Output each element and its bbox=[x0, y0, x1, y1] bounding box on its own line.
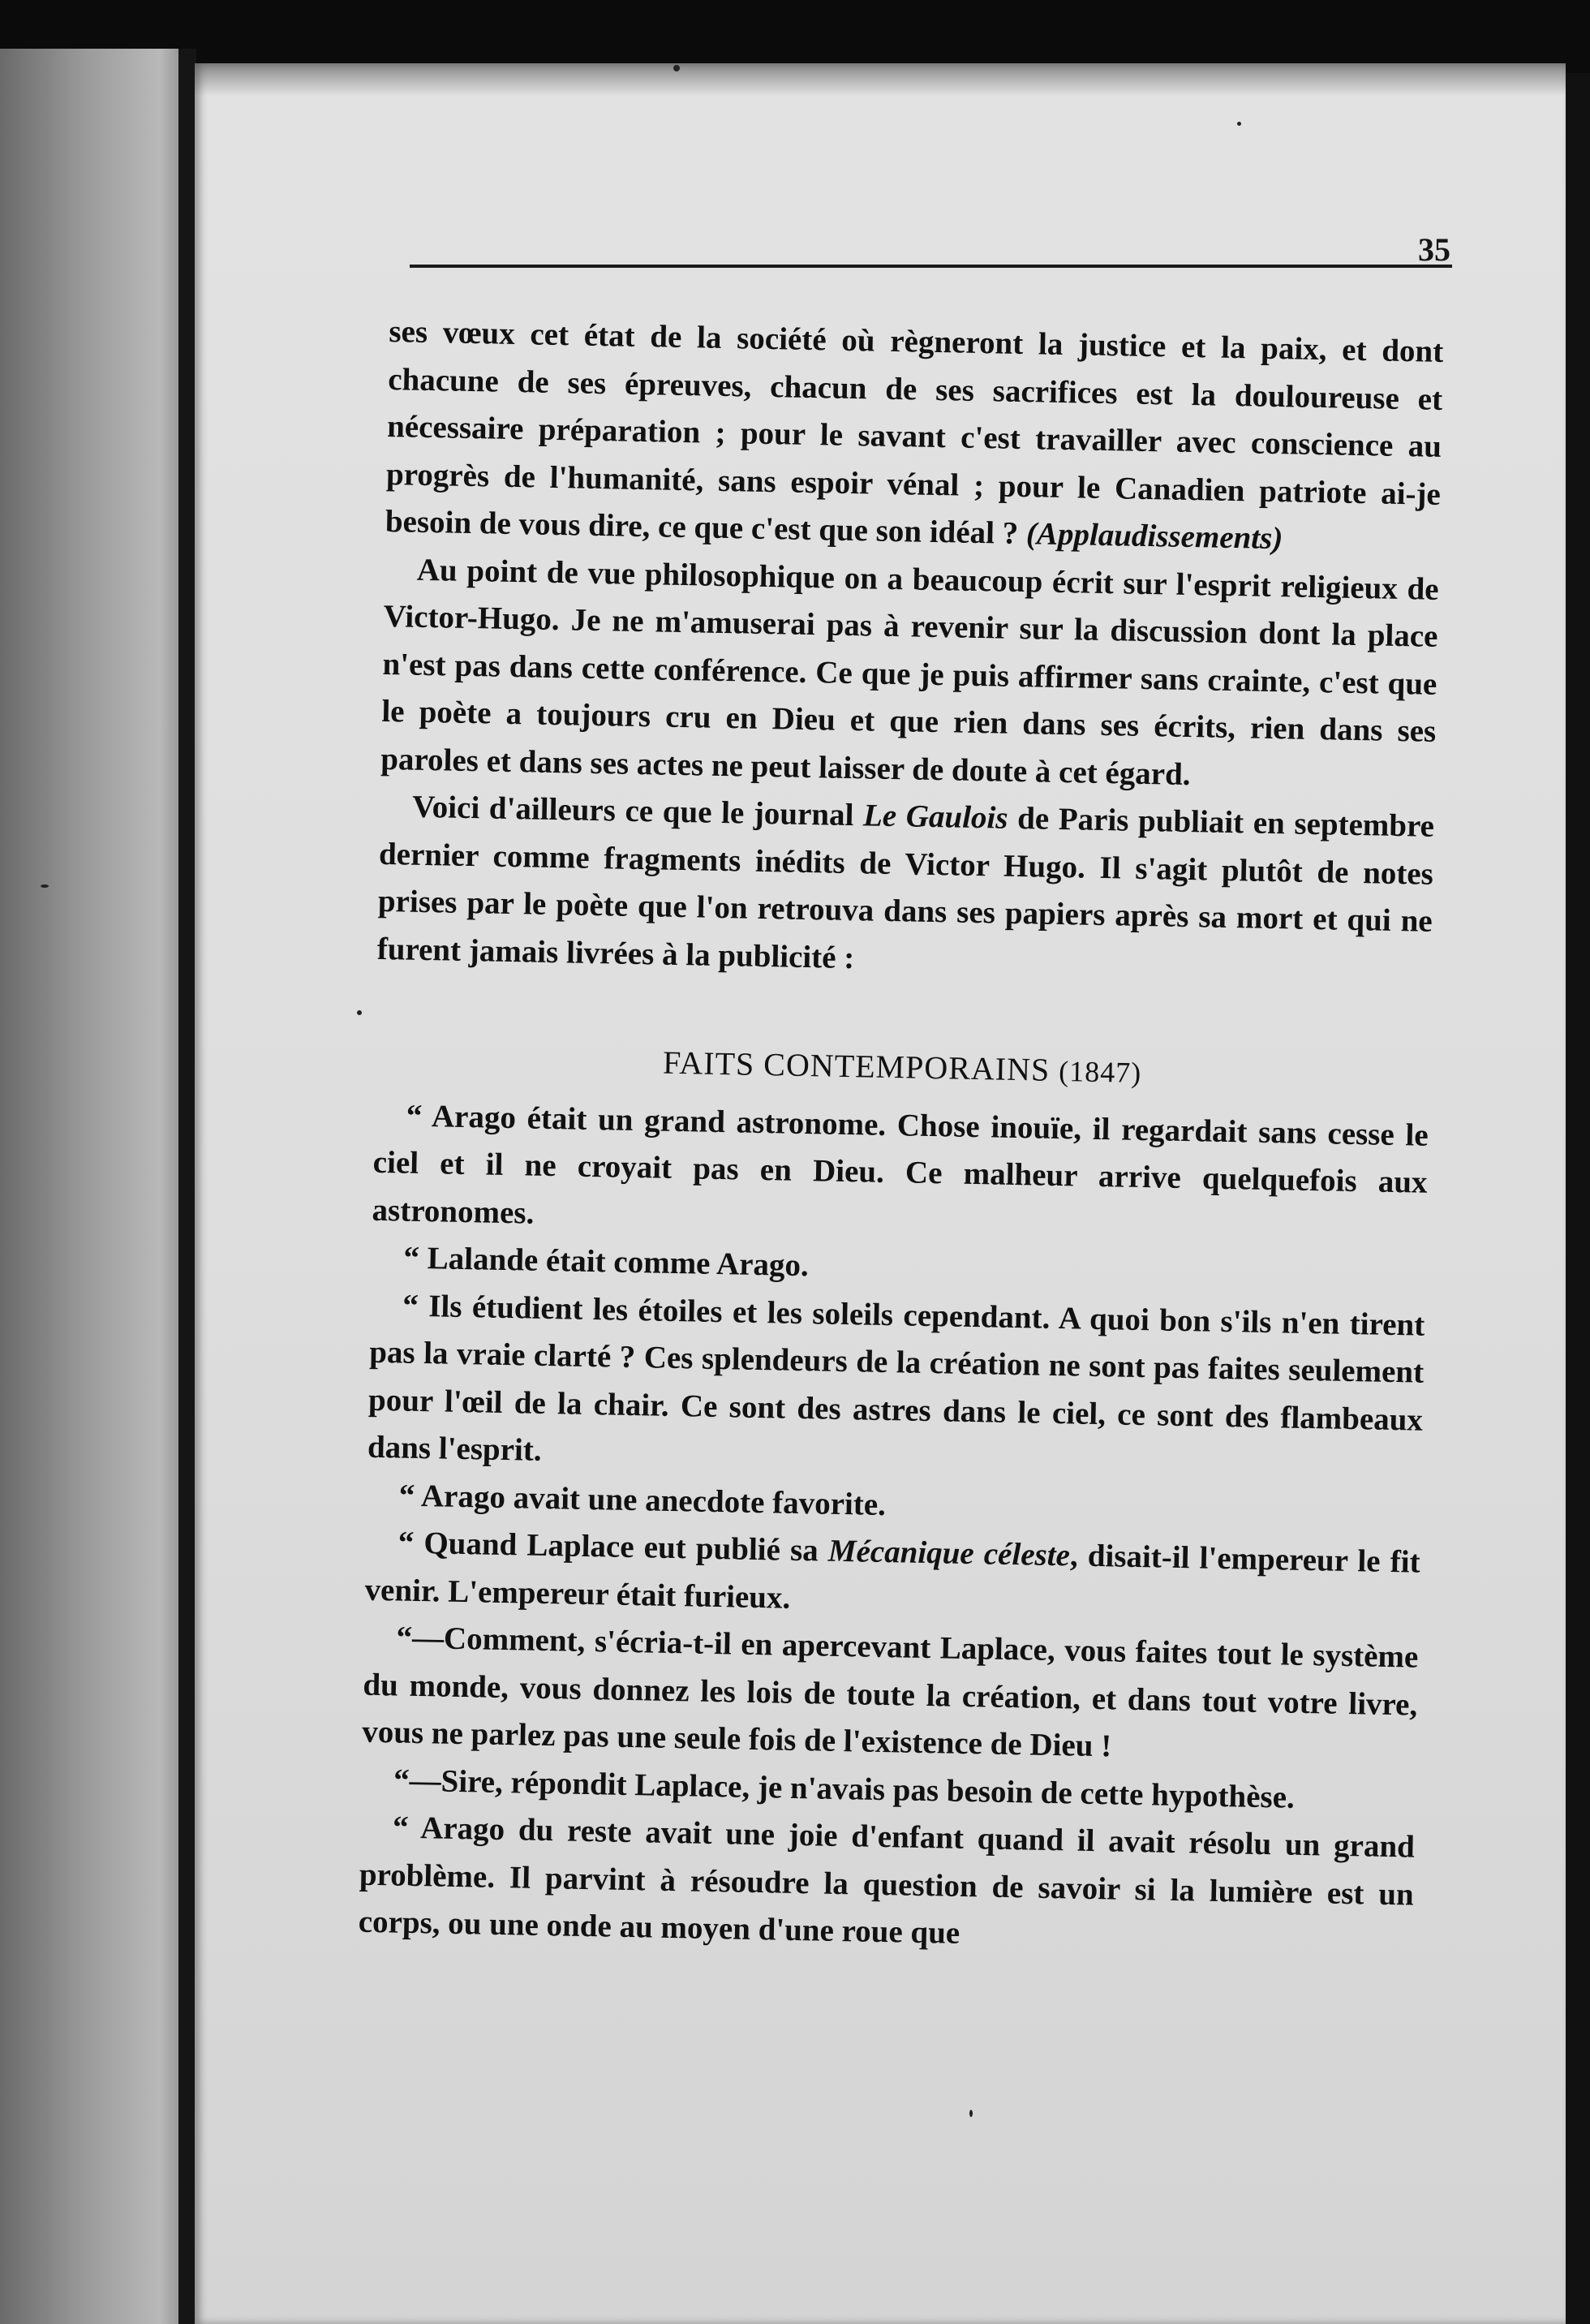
laplace-before: “ Quand Laplace eut publié sa bbox=[398, 1525, 829, 1569]
quote-arago: “ Arago était un grand astronome. Chose inouïe, il regardait sans cesse le ciel et il ne croyait pas en Dieu. Ce malheur arrive quelquefois aux astronomes. bbox=[372, 1098, 1429, 1231]
page-top-shadow bbox=[195, 63, 1566, 96]
scan-speck bbox=[357, 1010, 362, 1015]
paragraph-ideal-text: ses vœux cet état de la société où règneront la justice et la paix, et dont chacune de ses épreuves, chacun de ses sacrifices est la douloureuse et nécessaire préparation ; pour le savant c'est travailler avec conscience au progrès de l'humanité, sans espoir vénal ; pour le Canadien patriote ai-je besoin de vous dire, ce que c'est que son idéal ? bbox=[385, 313, 1444, 552]
book-title: Mécanique céleste bbox=[827, 1533, 1071, 1573]
paragraph-religion: Au point de vue philosophique on a beaucoup écrit sur l'esprit religieux de Victor-Hugo. Je ne m'amuserai pas à revenir sur la discussion dont la place n'est pas dans cette conférence. Ce que je puis affirmer sans crainte, c'est que le poète a toujours cru en Dieu et que rien dans ses écrits, rien dans ses paroles et dans ses actes ne peut laisser de doute à cet égard. bbox=[380, 552, 1440, 792]
section-heading-year: (1847) bbox=[1058, 1055, 1142, 1089]
quote-joy: “ Arago du reste avait une joie d'enfant quand il avait résolu un grand problème. Il parvint à résoudre la question de savoir si la lumière est un corps, ou une onde au moyen d'une roue que bbox=[358, 1810, 1416, 1951]
body-text bbox=[358, 308, 1444, 1966]
section-heading bbox=[375, 1034, 1430, 1102]
scan-speck bbox=[41, 884, 49, 888]
quote-sire: “—Sire, répondit Laplace, je n'avais pas besoin de cette hypothèse. bbox=[393, 1762, 1296, 1815]
quote-emperor: “—Comment, s'écria-t-il en apercevant Laplace, vous faites tout le système du monde, vous donnez les lois de toute la création, et dans tout votre livre, vous ne parlez pas une seule fois de l'existence de Dieu ! bbox=[361, 1620, 1419, 1764]
facing-page-edge bbox=[0, 49, 188, 2324]
paragraph-ideal bbox=[385, 308, 1443, 566]
quote-lalande: “ Lalande était comme Arago. bbox=[403, 1240, 810, 1284]
scan-border-right bbox=[1566, 73, 1590, 2324]
newspaper-title: Le Gaulois bbox=[862, 798, 1008, 836]
gaulois-after: de Paris publiait en septembre dernier comme fragments inédits de Victor Hugo. Il s'agit plutôt de notes prises par le poète que l'on retrouva dans ses papiers après sa mort et qui ne furent jamais livrées à la publicité : bbox=[376, 800, 1435, 975]
scan-speck bbox=[1237, 122, 1241, 126]
applause-note: (Applaudissements) bbox=[1025, 516, 1283, 557]
quote-anecdote: “ Arago avait une anecdote favorite. bbox=[398, 1478, 887, 1522]
book-gutter bbox=[178, 49, 196, 2324]
scan-speck bbox=[969, 2110, 973, 2117]
paragraph-gaulois bbox=[376, 783, 1434, 993]
section-heading-title: FAITS CONTEMPORAINS bbox=[662, 1044, 1051, 1088]
quote-stars: “ Ils étudient les étoiles et les soleils cependant. A quoi bon s'ils n'en tirent pas la vraie clarté ? Ces splendeurs de la création ne sont pas faites seulement pour l'œil de la chair. Ce sont des astres dans le ciel, ce sont des flambeaux dans l'esprit. bbox=[367, 1288, 1425, 1468]
page-number: 35 bbox=[1418, 231, 1450, 268]
header-rule bbox=[410, 265, 1452, 268]
laplace-after: , disait-il l'empereur le fit venir. L'empereur était furieux. bbox=[364, 1538, 1420, 1616]
scan-speck bbox=[673, 65, 680, 71]
gaulois-before: Voici d'ailleurs ce que le journal bbox=[411, 789, 864, 833]
